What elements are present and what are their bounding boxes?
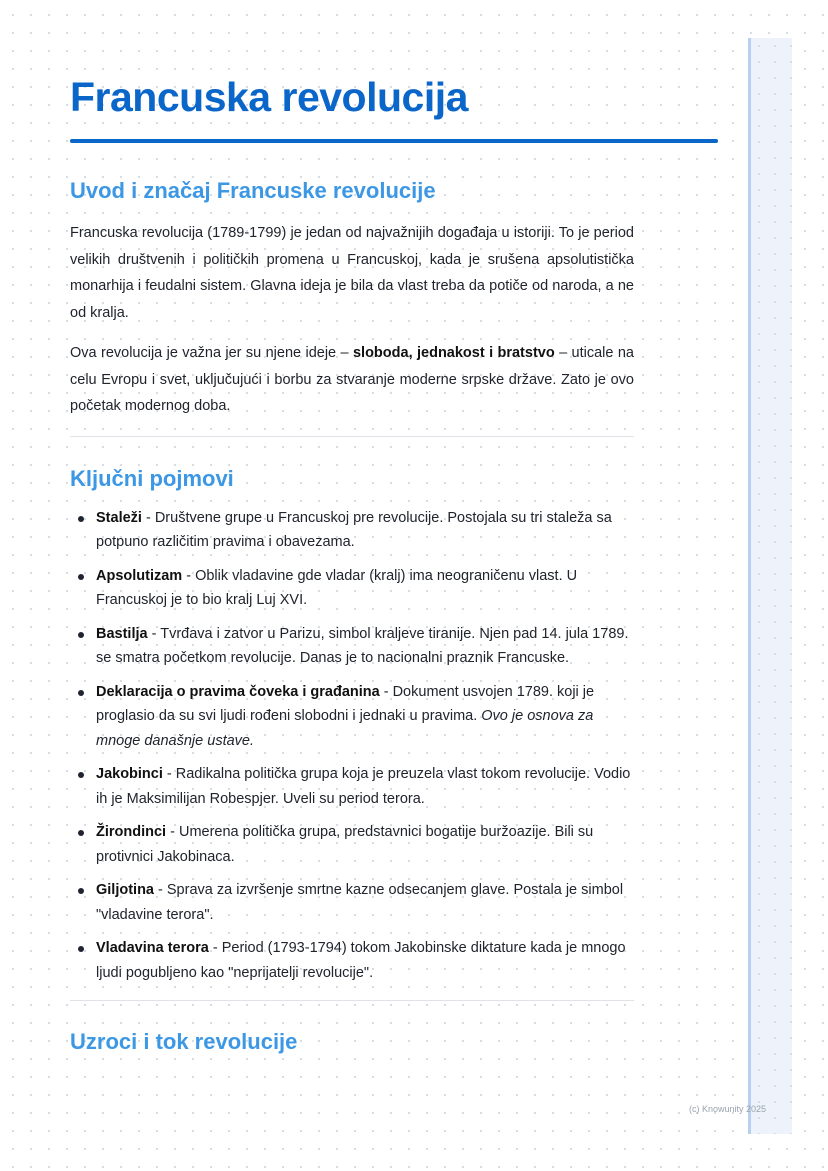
term-note: Ovo je osnova za mnoge današnje ustave. bbox=[96, 708, 594, 749]
intro-paragraph-1: Francuska revolucija (1789-1799) je jedan od najvažnijih događaja u istoriji. To je period velikih društvenih i političkih promena u Francuskoj, kada je srušena apsolutistička monarhija i feudalni sistem. Glavna ideja je bila da vlast treba da potiče od naroda, a ne od kralja. bbox=[70, 225, 634, 321]
copyright-footer: (c) Knowunity 2025 bbox=[689, 1104, 767, 1114]
term-name: Apsolutizam bbox=[96, 567, 183, 584]
term-description: - Period (1793-1794) tokom Jakobinske diktature kada je mnogo ljudi pogubljeno kao "neprijatelji revolucije". bbox=[96, 940, 626, 981]
section-causes bbox=[70, 1027, 634, 1057]
term-description: - Tvrđava i zatvor u Parizu, simbol kraljeve tiranije. Njen pad 14. jula 1789. se smatra početkom revolucije. Danas je to nacionalni praznik Francuske. bbox=[96, 625, 629, 666]
term-description: - Društvene grupe u Francuskoj pre revolucije. Postojala su tri staleža sa potpuno različitim pravima i obavezama. bbox=[96, 509, 612, 550]
list-item bbox=[96, 936, 634, 985]
term-description: - Dokument usvojen 1789. koji je proglasio da su svi ljudi rođeni slobodni i jednaki u pravima. bbox=[96, 683, 595, 724]
intro-paragraph-2 bbox=[70, 340, 634, 420]
intro-paragraph-2-end: – uticale na celu Evropu i svet, uključujući i borbu za stvaranje moderne srpske države. Zato je ovo početak modernog doba. bbox=[70, 345, 634, 414]
section-key-terms bbox=[70, 464, 634, 986]
term-name: Jakobinci bbox=[96, 766, 163, 782]
term-name: Bastilja bbox=[96, 625, 148, 642]
section-divider bbox=[70, 1000, 634, 1001]
list-item bbox=[96, 878, 634, 927]
section-heading-causes: Uzroci i tok revolucije bbox=[70, 1029, 298, 1054]
term-name: Deklaracija o pravima čoveka i građanina bbox=[96, 683, 380, 700]
intro-paragraph-2-bold: sloboda, jednakost i bratstvo bbox=[352, 345, 555, 361]
term-description: - Oblik vladavine gde vladar (kralj) ima neograničenu vlast. U Francuskoj je to bio kralj Luj XVI. bbox=[96, 567, 578, 608]
term-name: Vladavina terora bbox=[96, 940, 209, 956]
term-name: Staleži bbox=[96, 509, 142, 526]
term-name: Giljotina bbox=[96, 882, 154, 898]
term-description: - Radikalna politička grupa koja je preuzela vlast tokom revolucije. Vodio ih je Maksimilijan Robespjer. Uveli su period terora. bbox=[96, 766, 631, 807]
section-heading-intro: Uvod i značaj Francuske revolucije bbox=[70, 178, 436, 203]
section-heading-key-terms: Ključni pojmovi bbox=[70, 465, 234, 491]
list-item bbox=[96, 680, 634, 754]
key-terms-list bbox=[70, 506, 634, 986]
list-item bbox=[96, 820, 634, 869]
intro-paragraph-2-start: Ova revolucija je važna jer su njene ideje – bbox=[70, 345, 353, 361]
list-item bbox=[96, 506, 634, 555]
page-title: Francuska revolucija bbox=[70, 74, 468, 120]
document-body bbox=[70, 72, 634, 1057]
list-item bbox=[96, 622, 634, 671]
section-divider bbox=[70, 436, 634, 437]
section-intro bbox=[70, 176, 634, 420]
list-item bbox=[96, 762, 634, 811]
term-description: - Umerena politička grupa, predstavnici bogatije buržoazije. Bili su protivnici Jakobinaca. bbox=[96, 824, 594, 865]
term-name: Žirondinci bbox=[96, 824, 167, 840]
list-item bbox=[96, 564, 634, 613]
side-margin-strip bbox=[748, 38, 792, 1134]
term-description: - Sprava za izvršenje smrtne kazne odsecanjem glave. Postala je simbol "vladavine terora". bbox=[96, 882, 624, 923]
